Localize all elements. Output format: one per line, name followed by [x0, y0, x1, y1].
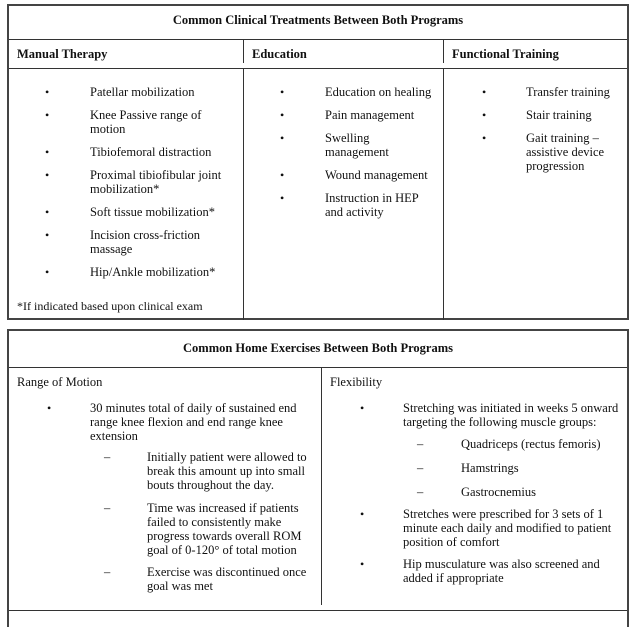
education-list: [280, 85, 440, 219]
divider: [9, 39, 627, 40]
list-item: • Knee Passive range of motion: [45, 108, 202, 136]
treatments-title: Common Clinical Treatments Between Both Programs: [172, 13, 464, 27]
list-item: • Hip/Ankle mobilization*: [45, 265, 216, 279]
exercises-title: Common Home Exercises Between Both Programs: [183, 341, 453, 355]
list-item: • Proximal tibiofibular joint mobilization*: [45, 168, 222, 196]
column-heading-functional-training: Functional Training: [452, 47, 559, 61]
footnote: *If indicated based upon clinical exam: [17, 299, 203, 313]
divider: [243, 68, 244, 320]
list-item: • Swelling management: [280, 131, 389, 159]
list-item: • Incision cross-friction massage: [45, 228, 201, 256]
manual-therapy-list: [45, 85, 235, 279]
divider: [321, 367, 322, 605]
divider: [443, 39, 444, 63]
column-heading-manual-therapy: Manual Therapy: [17, 47, 108, 61]
range-of-motion-heading: Range of Motion: [17, 375, 103, 389]
list-item: • Stair training: [482, 108, 592, 122]
list-item: • Pain management: [280, 108, 415, 122]
exercises-table: Common Home Exercises Between Both Programs Range of Motion Flexibility • 30 minutes total of daily of sustained end range knee flexion and end range knee extension – Initially patient were allowed to break this amount up into small bouts throughout the day. – Time was increased if patients failed to consistently make progress towards overall ROM goal of 0-120° of total motion – Exercise was discontinued once goal was met • Stretching was initiated in weeks 5 onward targeting the following muscle groups: – Quadriceps (rectus femoris) – Hamstrings – Gastrocnemius • Stretches were prescribed for 3 sets of 1 minute each daily and modified to patient position of comfort • Hip musculature was also screened and added if appropriate: [7, 329, 629, 627]
list-item: • Soft tissue mobilization*: [45, 205, 215, 219]
list-item: • Education on healing: [280, 85, 432, 99]
column-heading-education: Education: [252, 47, 307, 61]
divider: [9, 610, 627, 611]
functional-training-list: [482, 85, 622, 173]
list-item: • Patellar mobilization: [45, 85, 195, 99]
treatments-table: [7, 4, 629, 320]
list-item: • Transfer training: [482, 85, 610, 99]
list-item: • Gait training – assistive device progression: [482, 131, 605, 173]
divider: [9, 68, 627, 69]
list-item: • Wound management: [280, 168, 428, 182]
flexibility-heading: Flexibility: [330, 375, 383, 389]
divider: [9, 367, 627, 368]
list-item: • Instruction in HEP and activity: [280, 191, 419, 219]
divider: [243, 39, 244, 63]
divider: [443, 68, 444, 320]
list-item: • Tibiofemoral distraction: [45, 145, 212, 159]
